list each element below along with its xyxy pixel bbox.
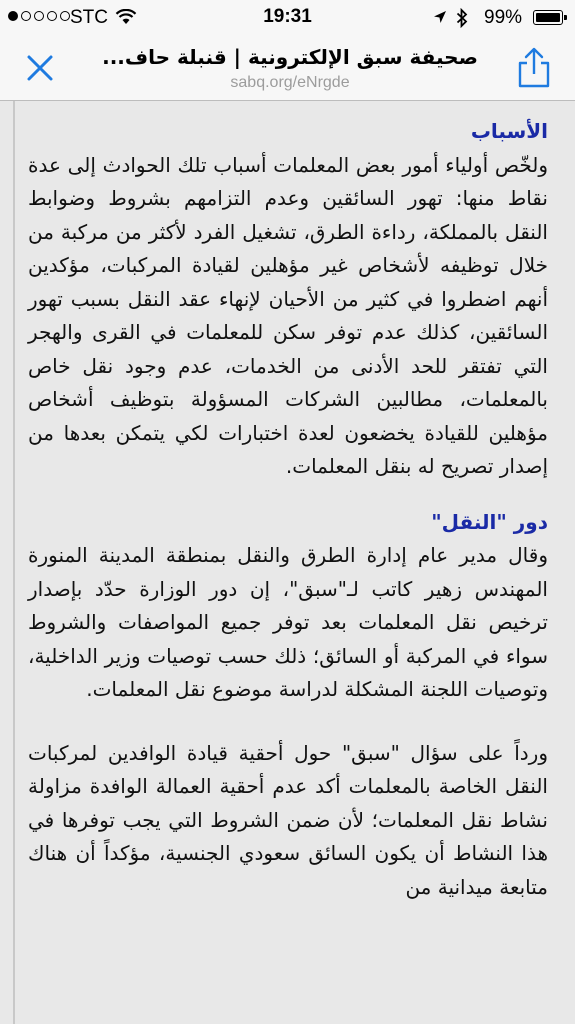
bluetooth-icon — [456, 8, 468, 28]
share-icon[interactable] — [514, 46, 554, 90]
article-paragraph: وقال مدير عام إدارة الطرق والنقل بمنطقة المدينة المنورة المهندس زهير كاتب لـ"سبق"، إن دور الوزارة حدّد بإصدار ترخيص نقل المعلمات بعد توفر جميع المواصفات والشروط سواء في المركبة أو السائق؛ ذلك حسب توصيات وزير الداخلية، وتوصيات اللجنة المشكلة لدراسة موضوع نقل المعلمات. — [28, 543, 548, 701]
clock: 19:31 — [263, 6, 312, 27]
article-content — [0, 101, 575, 1024]
close-icon[interactable] — [22, 50, 58, 86]
browser-nav-bar — [0, 36, 575, 101]
page-title: صحيفة سبق الإلكترونية | قنبلة حاف... — [102, 45, 478, 69]
status-bar — [0, 0, 575, 36]
battery-icon — [533, 10, 563, 25]
article-paragraph: ولخّص أولياء أمور بعض المعلمات أسباب تلك الحوادث إلى عدة نقاط منها: تهور السائقين وعدم التزامهم بشروط وضوابط النقل بالمملكة، رداءة الطرق، تشغيل الفرد لأكثر من مركبة من خلال توظيفه لأشخاص غير مؤهلين لقيادة المركبات، مؤكدين أنهم اضطروا في كثير من الأحيان لإنهاء عقد النقل بسبب تهور السائقين، كذلك عدم توفر سكن للمعلمات في القرى والهجر التي تفتقر للحد الأدنى من الخدمات، عدم وجود نقل خاص بالمعلمات، مطالبين الشركات المسؤولة بتوظيف أشخاص مؤهلين للقيادة يخضعون لعدة اختبارات لكي يتمكن بعدها من إصدار تصريح له بنقل المعلمات. — [28, 152, 548, 478]
section-heading-causes: الأسباب — [470, 119, 548, 143]
page-divider — [13, 101, 15, 1024]
battery-percent: 99% — [484, 7, 523, 28]
article-paragraph: ورداً على سؤال "سبق" حول أحقية قيادة الوافدين لمركبات النقل الخاصة بالمعلمات أكد عدم أحقية العمالة الوافدة مزاولة نشاط نقل المعلمات؛ لأن ضمن الشروط التي يجب توفرها في هذا النشاط أن يكون السائق سعودي الجنسية، مؤكداً أن هناك متابعة ميدانية من — [28, 740, 548, 899]
section-heading-transport: دور "النقل" — [431, 509, 548, 534]
carrier-name: STC — [70, 7, 108, 28]
article-body — [28, 115, 548, 904]
location-icon — [433, 10, 447, 24]
page-url[interactable]: sabq.org/eNrgde — [230, 74, 350, 91]
